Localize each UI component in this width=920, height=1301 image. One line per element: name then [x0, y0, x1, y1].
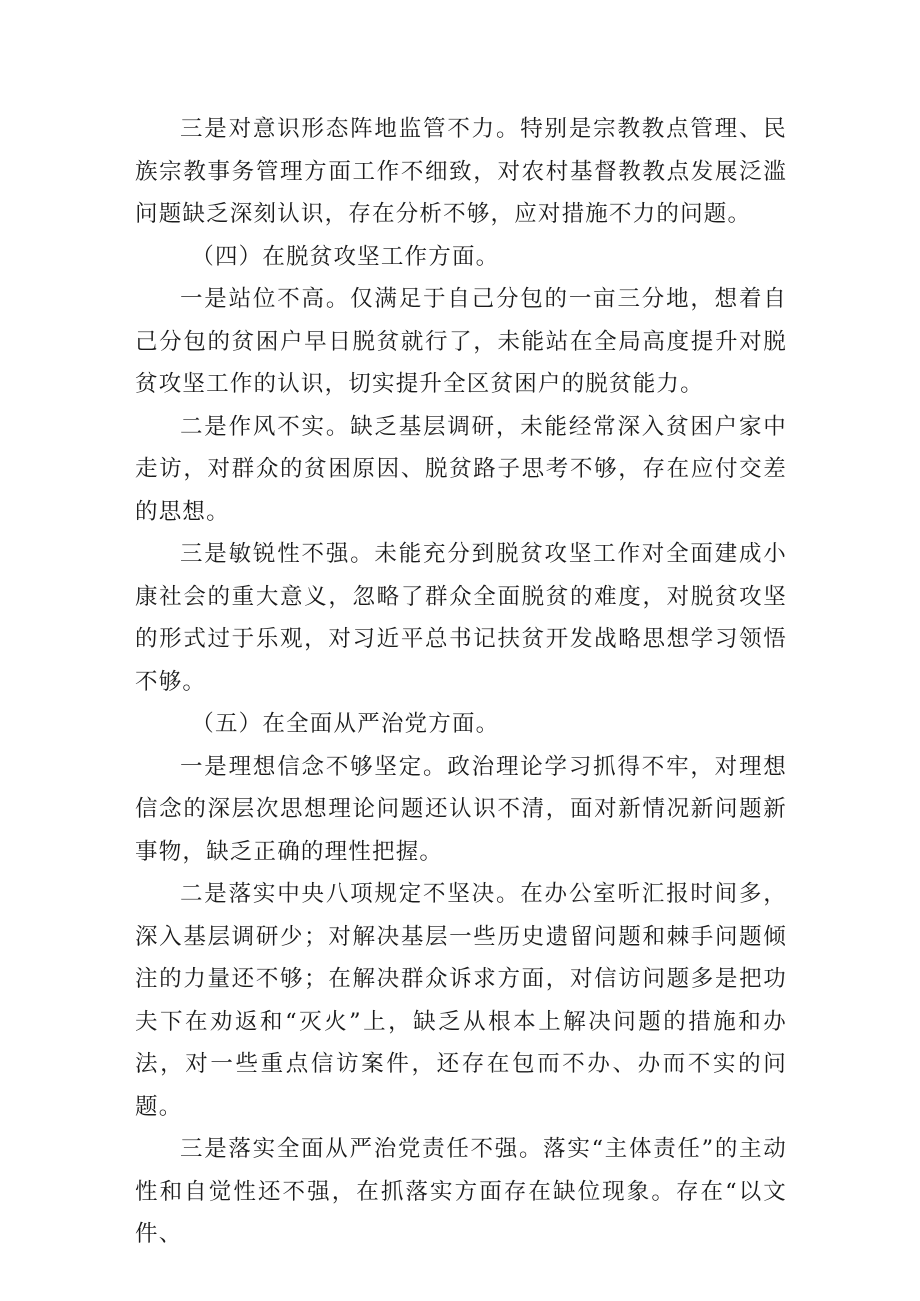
- paragraph-ideals-beliefs: 一是理想信念不够坚定。政治理论学习抓得不牢，对理想信念的深层次思想理论问题还认识不清，面对新情况新问题新事物，缺乏正确的理性把握。: [135, 753, 787, 865]
- paragraph-eight-regulations: 二是落实中央八项规定不坚决。在办公室听汇报时间多，深入基层调研少；对解决基层一些历史遗留问题和棘手问题倾注的力量还不够；在解决群众诉求方面，对信访问题多是把功夫下在劝返和“灭火”上，缺乏从根本上解决问题的措施和办法，对一些重点信访案件，还存在包而不办、办而不实的问题。: [135, 881, 787, 1120]
- paragraph-position-not-high: 一是站位不高。仅满足于自己分包的一亩三分地，想着自己分包的贫困户早日脱贫就行了，未能站在全局高度提升对脱贫攻坚工作的认识，切实提升全区贫困户的脱贫能力。: [135, 286, 787, 397]
- paragraph-sensitivity: 三是敏锐性不强。未能充分到脱贫攻坚工作对全面建成小康社会的重大意义，忽略了群众全面脱贫的难度，对脱贫攻坚的形式过于乐观，对习近平总书记扶贫开发战略思想学习领悟不够。: [135, 541, 787, 695]
- paragraph-party-responsibility: 三是落实全面从严治党责任不强。落实“主体责任”的主动性和自觉性还不强，在抓落实方面存在缺位现象。存在“以文件、: [135, 1136, 787, 1247]
- paragraph-work-style: 二是作风不实。缺乏基层调研，未能经常深入贫困户家中走访，对群众的贫困原因、脱贫路子思考不够，存在应付交差的思想。: [135, 413, 787, 525]
- section-heading-party-governance: （五）在全面从严治党方面。: [191, 711, 500, 737]
- document-body: [135, 108, 787, 1256]
- section-heading-poverty-alleviation: （四）在脱贫攻坚工作方面。: [191, 243, 500, 270]
- paragraph-ideology-supervision: 三是对意识形态阵地监管不力。特别是宗教教点管理、民族宗教事务管理方面工作不细致，对农村基督教教点发展泛滥问题缺乏深刻认识，存在分析不够，应对措施不力的问题。: [135, 116, 787, 227]
